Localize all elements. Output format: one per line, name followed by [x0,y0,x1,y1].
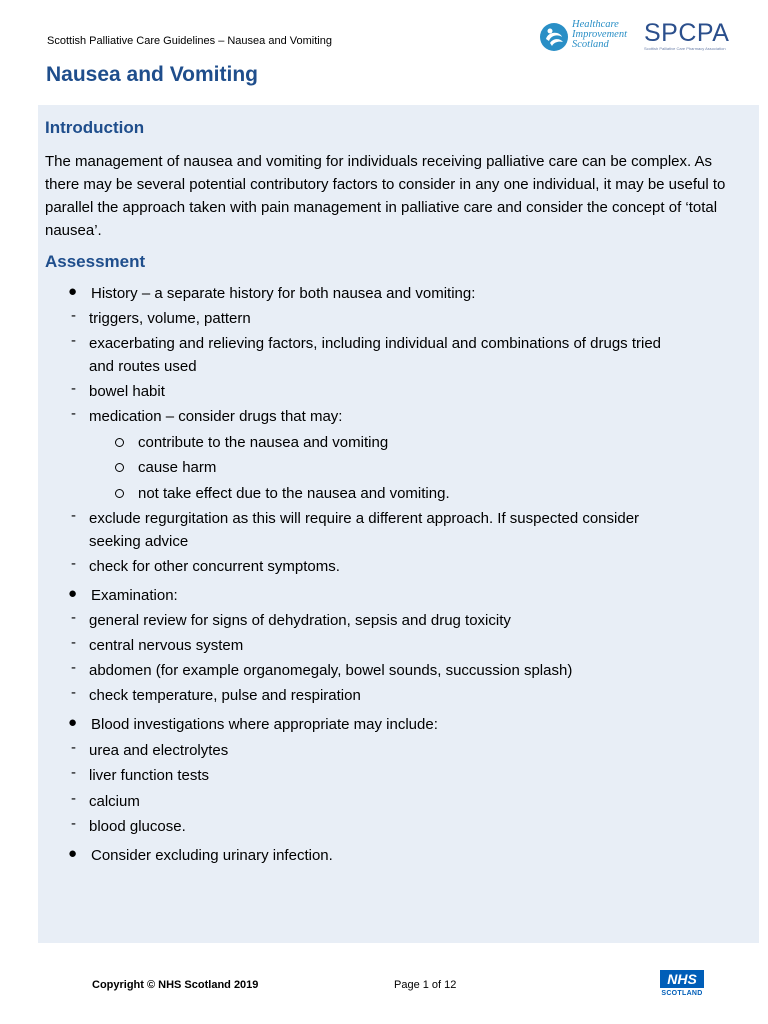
dash-icon: - [71,684,76,701]
dash-icon: - [71,815,76,832]
list-item: general review for signs of dehydration, sepsis and drug toxicity [89,612,511,629]
assessment-heading: Assessment [45,252,146,271]
dash-icon: - [71,764,76,781]
dash-icon: - [71,307,76,324]
running-header: Scottish Palliative Care Guidelines – Nausea and Vomiting [47,35,332,47]
spcpa-logo-text: SPCPA [644,19,730,47]
spcpa-logo [644,20,734,56]
list-item: liver function tests [89,767,210,784]
bullet-icon: ● [68,714,78,731]
nhs-scotland-logo [660,970,708,1006]
list-item: medication – consider drugs that may: [89,408,343,425]
list-item-continuation: seeking advice [89,533,189,550]
circle-bullet-icon [115,463,124,472]
dash-icon: - [71,405,76,422]
dash-icon: - [71,609,76,626]
circle-bullet-icon [115,489,124,498]
introduction-text: The management of nausea and vomiting for individuals receiving palliative care can be complex. As there may be several potential contributory factors to consider in any one individual, it may be useful to parallel the approach taken with pain management in palliative care and consider the concept of ‘total nausea’. [45,153,726,239]
history-bullet: History – a separate history for both nausea and vomiting: [91,285,476,302]
hi-logo-line-3: Scotland [572,39,609,50]
list-item: triggers, volume, pattern [89,310,251,327]
page-title: Nausea and Vomiting [46,63,258,86]
dash-icon: - [71,380,76,397]
dash-icon: - [71,634,76,651]
sub-list-item: contribute to the nausea and vomiting [138,434,389,451]
list-item: bowel habit [89,383,165,400]
list-item: abdomen (for example organomegaly, bowel sounds, succussion splash) [89,662,573,679]
list-item: exclude regurgitation as this will require a different approach. If suspected consider [89,510,640,527]
sub-list-item: cause harm [138,459,217,476]
nhs-logo-text: NHS [660,970,704,988]
list-item: urea and electrolytes [89,742,229,759]
dash-icon: - [71,659,76,676]
spcpa-logo-subtext: Scottish Palliative Care Pharmacy Association [644,46,726,51]
introduction-heading: Introduction [45,118,145,137]
blood-bullet: Blood investigations where appropriate may include: [91,716,438,733]
nhs-logo-subtext: SCOTLAND [661,990,703,997]
list-item: calcium [89,793,140,810]
circle-bullet-icon [115,438,124,447]
bullet-icon: ● [68,845,78,862]
list-item: exacerbating and relieving factors, including individual and combinations of drugs tried [89,335,662,352]
healthcare-improvement-scotland-logo [538,20,638,54]
dash-icon: - [71,507,76,524]
examination-bullet: Examination: [91,587,178,604]
hi-logo-line-1: Healthcare [572,19,619,30]
list-item-continuation: and routes used [89,358,197,375]
list-item: blood glucose. [89,818,186,835]
bullet-icon: ● [68,283,78,300]
list-item: check temperature, pulse and respiration [89,687,361,704]
hi-logo-line-2: Improvement [572,29,628,40]
hi-logo-icon [538,21,570,53]
list-item: check for other concurrent symptoms. [89,558,340,575]
dash-icon: - [71,739,76,756]
bullet-icon: ● [68,585,78,602]
dash-icon: - [71,332,76,349]
copyright-notice: Copyright © NHS Scotland 2019 [92,979,259,991]
sub-list-item: not take effect due to the nausea and vomiting. [138,485,450,502]
list-item: central nervous system [89,637,244,654]
page-number: Page 1 of 12 [394,979,457,991]
dash-icon: - [71,790,76,807]
urinary-bullet: Consider excluding urinary infection. [91,847,333,864]
dash-icon: - [71,555,76,572]
